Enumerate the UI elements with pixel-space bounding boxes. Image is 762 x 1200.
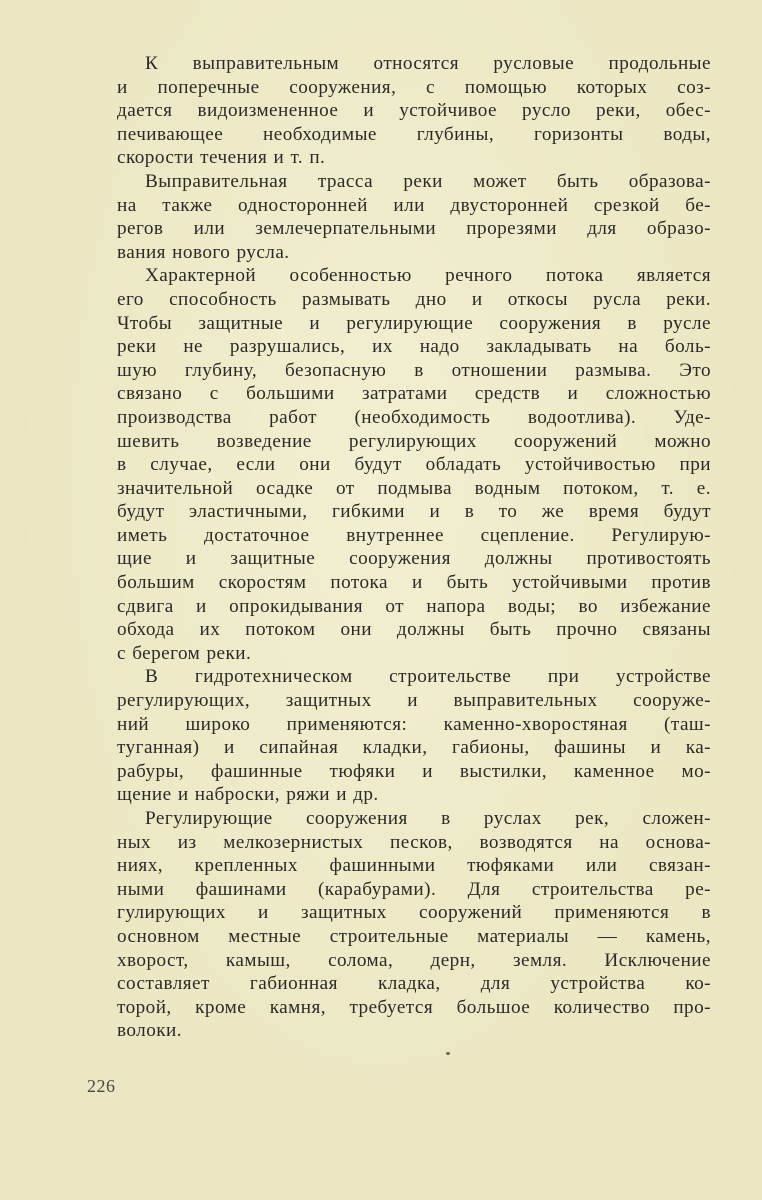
text-line: печивающее необходимые глубины, горизонты воды, — [117, 123, 711, 145]
text-line: ний широко применяются: каменно-хворостяная (таш- — [117, 713, 711, 735]
text-line: Выправительная трасса реки может быть образова- — [145, 170, 711, 192]
text-line: ниях, крепленных фашинными тюфяками или связан- — [117, 855, 711, 877]
text-line: основном местные строительные материалы — камень, — [117, 925, 711, 947]
text-line: щение и наброски, ряжи и др. — [117, 784, 379, 806]
text-line: в случае, если они будут обладать устойчивостью при — [117, 454, 711, 476]
text-line: дается видоизмененное и устойчивое русло реки, обес- — [117, 100, 711, 122]
text-line: ных из мелкозернистых песков, возводятся на основа- — [117, 831, 711, 853]
text-line: регов или землечерпательными прорезями для образо- — [117, 218, 711, 240]
text-line: производства работ (необходимость водоотлива). Уде- — [117, 406, 711, 428]
text-line: с берегом реки. — [117, 642, 252, 664]
text-line: сдвига и опрокидывания от напора воды; во избежание — [117, 595, 711, 617]
text-line: значительной осадке от подмыва водным потоком, т. е. — [117, 477, 711, 499]
text-line: обхода их потоком они должны быть прочно связаны — [117, 619, 711, 641]
paragraph-4 — [117, 665, 711, 807]
text-line: Регулирующие сооружения в руслах рек, сложен- — [145, 808, 711, 829]
text-line: составляет габионная кладка, для устройства ко- — [117, 973, 711, 995]
text-line: будут эластичными, гибкими и в то же время будут — [117, 501, 711, 523]
text-line: шую глубину, безопасную в отношении размыва. Это — [117, 359, 711, 381]
text-line: шевить возведение регулирующих сооружений можно — [117, 430, 711, 452]
paragraph-1 — [117, 52, 711, 170]
text-line: и поперечные сооружения, с помощью которых соз- — [117, 76, 711, 98]
body-text — [117, 52, 711, 1043]
text-line: волоки. — [117, 1020, 182, 1042]
text-line: на также односторонней или двусторонней срезкой бе- — [117, 194, 711, 216]
text-line: хворост, камыш, солома, дерн, земля. Исключение — [117, 949, 711, 971]
paper-speck — [446, 1052, 450, 1055]
text-line: рабуры, фашинные тюфяки и выстилки, каменное мо- — [117, 760, 711, 782]
text-line: торой, кроме камня, требуется большое количество про- — [117, 996, 711, 1018]
text-line: туганная) и сипайная кладки, габионы, фашины и ка- — [117, 737, 711, 759]
text-line: его способность размывать дно и откосы русла реки. — [117, 288, 711, 310]
text-line: большим скоростям потока и быть устойчивыми против — [117, 572, 711, 594]
text-line: В гидротехническом строительстве при устройстве — [145, 666, 711, 688]
text-line: гулирующих и защитных сооружений применяются в — [117, 902, 711, 924]
text-line: реки не разрушались, их надо закладывать на боль- — [117, 336, 711, 358]
text-line: регулирующих, защитных и выправительных сооруже- — [117, 690, 711, 712]
page-number: 226 — [87, 1076, 116, 1096]
text-line: иметь достаточное внутреннее сцепление. Регулирую- — [117, 524, 711, 546]
paragraph-2 — [117, 170, 711, 264]
text-line: Чтобы защитные и регулирующие сооружения в русле — [117, 312, 711, 334]
text-line: скорости течения и т. п. — [117, 147, 326, 169]
text-line: связано с большими затратами средств и сложностью — [117, 383, 711, 405]
text-line: щие и защитные сооружения должны противостоять — [117, 548, 711, 570]
paragraph-5 — [117, 807, 711, 1043]
text-line: Характерной особенностью речного потока является — [145, 265, 711, 287]
paragraph-3 — [117, 264, 711, 665]
text-line: К выправительным относятся русловые продольные — [145, 53, 711, 74]
text-line: ными фашинами (карабурами). Для строительства ре- — [117, 878, 711, 900]
text-line: вания нового русла. — [117, 241, 290, 263]
